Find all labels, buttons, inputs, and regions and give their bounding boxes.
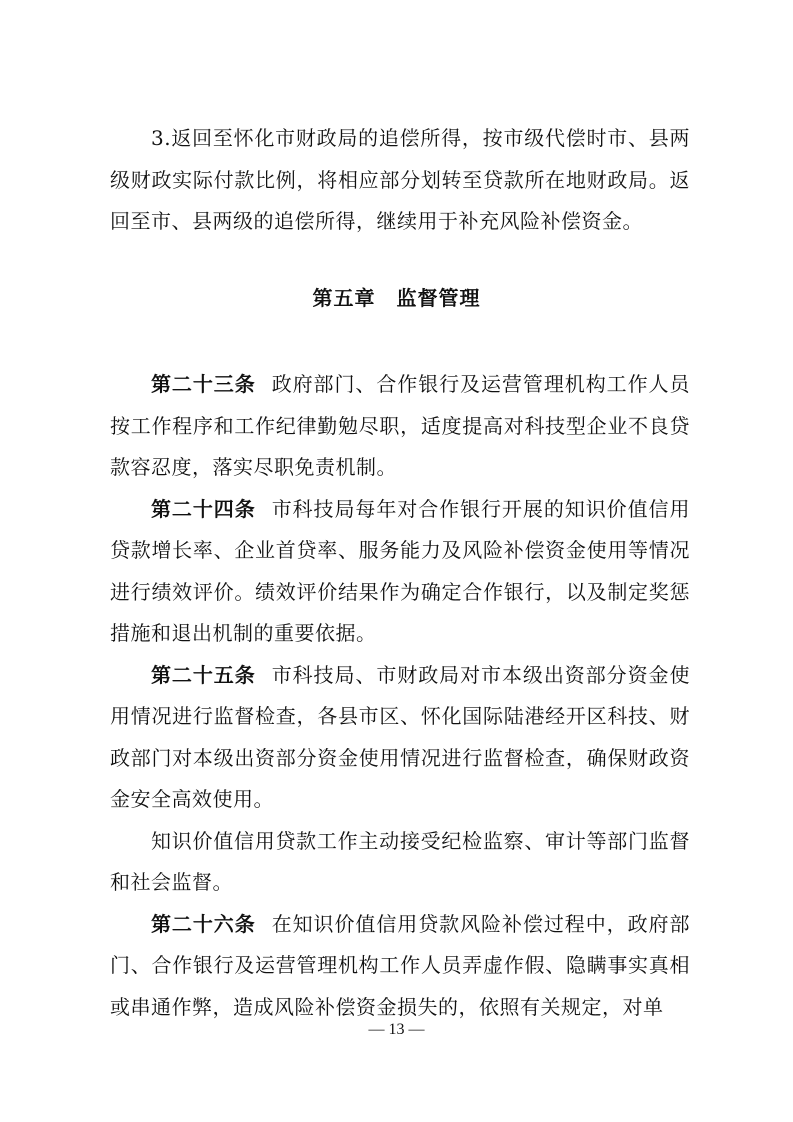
article-heading: 第二十六条 [151,911,256,936]
intro-paragraph: 3.返回至怀化市财政局的追偿所得，按市级代偿时市、县两级财政实际付款比例，将相应部分划转至贷款所在地财政局。返回至市、县两级的追偿所得，继续用于补充风险补偿资金。 [110,126,690,233]
supplement-paragraph: 知识价值信用贷款工作主动接受纪检监察、审计等部门监督和社会监督。 [110,828,690,894]
chapter-title: 第五章 监督管理 [312,286,481,310]
articles-section [110,364,690,1028]
article-text: 市科技局、市财政局对市本级出资部分资金使用情况进行监督检查，各县市区、怀化国际陆港经开区科技、财政部门对本级出资部分资金使用情况进行监督检查，确保财政资金安全高效使用。 [110,662,690,811]
intro-section [110,118,690,243]
page-number: — 13 — [368,1021,425,1038]
article-heading: 第二十五条 [151,662,256,687]
article-text: 在知识价值信用贷款风险补偿过程中，政府部门、合作银行及运营管理机构工作人员弄虚作假、隐瞒事实真相或串通作弊，造成风险补偿资金损失的，依照有关规定，对单 [110,911,690,1019]
article-24 [110,489,690,655]
article-26 [110,904,690,1029]
article-heading: 第二十三条 [151,372,256,396]
article-23 [110,364,690,489]
article-text: 政府部门、合作银行及运营管理机构工作人员按工作程序和工作纪律勤勉尽职，适度提高对科技型企业不良贷款容忍度，落实尽职免责机制。 [110,372,690,479]
article-heading: 第二十四条 [151,496,256,521]
article-25 [110,655,690,821]
article-text: 市科技局每年对合作银行开展的知识价值信用贷款增长率、企业首贷率、服务能力及风险补偿资金使用等情况进行绩效评价。绩效评价结果作为确定合作银行，以及制定奖惩措施和退出机制的重要依据。 [110,496,690,645]
